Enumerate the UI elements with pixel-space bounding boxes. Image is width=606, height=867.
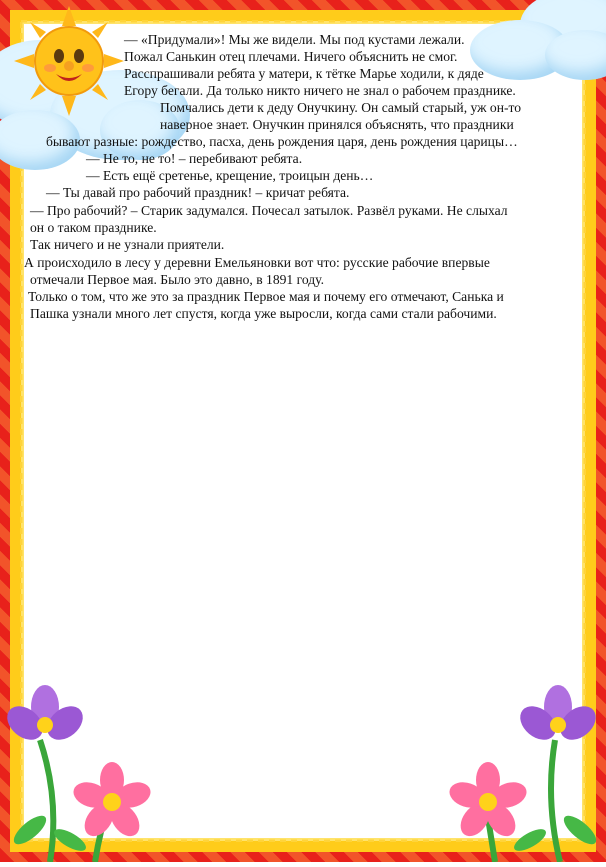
text-line: Расспрашивали ребята у матери, к тётке Марье ходили, к дяде bbox=[124, 66, 484, 81]
text-line: — «Придумали»! Мы же видели. Мы под кустами лежали. bbox=[124, 32, 465, 47]
text-line: бывают разные: рождество, пасха, день рождения царя, день рождения царицы… bbox=[46, 134, 518, 149]
text-line: Так ничего и не узнали приятели. bbox=[30, 237, 225, 252]
text-line: Пашка узнали много лет спустя, когда уже выросли, когда сами стали рабочими. bbox=[30, 306, 497, 321]
text-line: — Про рабочий? – Старик задумался. Почесал затылок. Развёл руками. Не слыхал bbox=[30, 203, 508, 218]
text-line: Помчались дети к деду Онучкину. Он самый старый, уж он-то bbox=[160, 100, 522, 115]
flowers-right-icon bbox=[430, 680, 606, 862]
text-line: отмечали Первое мая. Было это давно, в 1891 году. bbox=[30, 272, 325, 287]
text-line: Пожал Санькин отец плечами. Ничего объяснить не смог. bbox=[124, 49, 458, 64]
text-line: — Есть ещё сретенье, крещение, троицын день… bbox=[86, 168, 374, 183]
text-line: А происходило в лесу у деревни Емельяновки вот что: русские рабочие впервые bbox=[24, 255, 490, 270]
text-line: — Ты давай про рабочий праздник! – кричат ребята. bbox=[46, 185, 350, 200]
text-line: наверное знает. Онучкин принялся объяснять, что праздники bbox=[160, 117, 514, 132]
flowers-left-icon bbox=[0, 680, 180, 862]
text-line: он о таком празднике. bbox=[30, 220, 157, 235]
text-line: Егору бегали. Да только никто ничего не знал о рабочем празднике. bbox=[124, 83, 516, 98]
text-line: Только о том, что же это за праздник Первое мая и почему его отмечают, Санька и bbox=[28, 289, 504, 304]
text-line: — Не то, не то! – перебивают ребята. bbox=[86, 151, 303, 166]
